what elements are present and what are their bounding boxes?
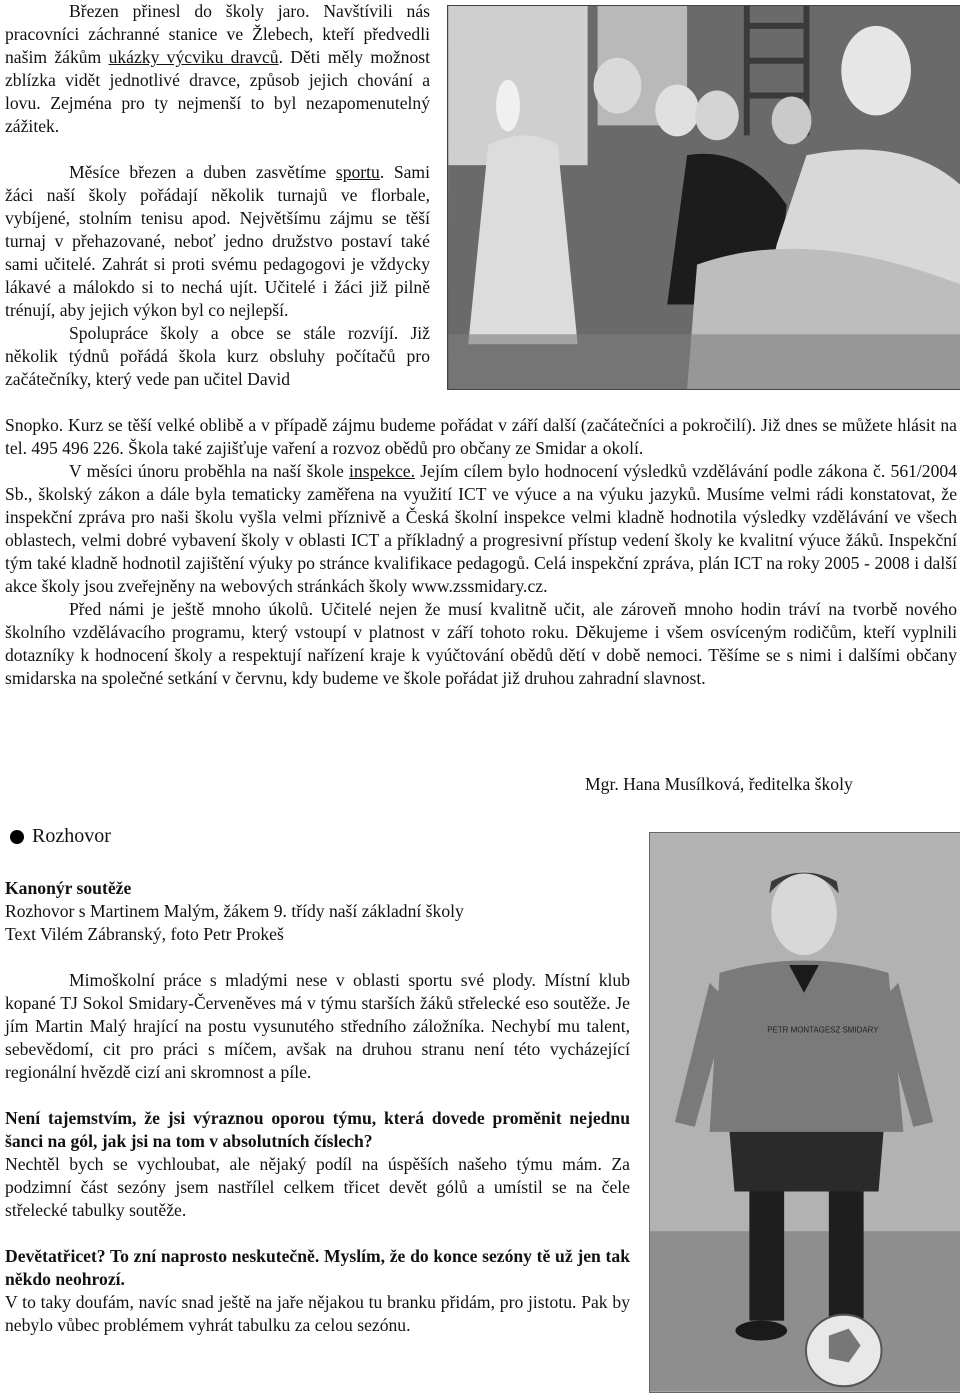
answer-1: Nechtěl bych se vychloubat, ale nějaký podíl na úspěších našeho týmu mám. Za podzimní část sezóny jsem nastřílel celkem třicet devět gólů a umístil se na čele střelecké tabulky soutěže. (5, 1154, 630, 1220)
inspection-text-start: V měsíci únoru proběhla na naší škole (69, 461, 350, 481)
football-player-photo (649, 832, 960, 1393)
raptors-text-end: . Děti měly možnost zblízka vidět jednotlivé dravce, způsob jejich chování a lovu. Zejména pro ty nejmenší to byl nezapomenutelný zážitek. (5, 47, 430, 136)
article-credits: Text Vilém Zábranský, foto Petr Prokeš (5, 924, 284, 944)
paragraph-tasks: Před námi je ještě mnoho úkolů. Učitelé nejen že musí kvalitně učit, ale zároveň mnoho hodin tráví na tvorbě nového školního vzdělávacího programu, který vstoupí v platnost v září tohoto roku. Děkujeme i všem osvíceným rodičům, kteří vyplnili dotazníky k hodnocení školy a respektují nařízení kraje k vyúčtování obědů dětí v době nemoci. Těšíme se s nimi i dalšími občany smidarska na společné setkání v červnu, kdy budeme ve škole pořádat již druhou zahradní slavnost. (5, 599, 957, 688)
raptors-link[interactable]: ukázky výcviku dravců (108, 47, 279, 67)
sport-link[interactable]: sportu (335, 162, 380, 182)
article-intro: Mimoškolní práce s mladými nese v oblasti sportu své plody. Místní klub kopané TJ Sokol Smidary-Červeněves má v týmu starších žáků střelecké eso soutěže. Je jím Martin Malý hrající na postu vysunutého středního záložníka. Nechybí mu talent, sebevědomí, cit pro práci s míčem, avšak na druhou stranu není této vycházející regionální hvězdě cizí ani skromnost a píle. (5, 970, 630, 1082)
section-title: Rozhovor (32, 825, 111, 847)
paragraph-raptors (5, 0, 430, 138)
raptors-text-start: Březen přinesl do školy jaro. Navštívili nás pracovníci záchranné stanice ve Žlebech, kteří předvedli našim žákům (5, 1, 430, 67)
jersey-sponsor-text: PETR MONTAGESZ SMIDARY (767, 1025, 879, 1035)
article-title: Kanonýr soutěže (5, 878, 132, 898)
pupils-with-bird-illustration (448, 6, 960, 389)
interview-column (5, 877, 630, 1337)
left-column-text (5, 0, 430, 391)
sport-text-start: Měsíce březen a duben zasvětíme (69, 162, 336, 182)
section-heading (10, 825, 111, 848)
paragraph-course-continued: Snopko. Kurz se těší velké oblibě a v případě zájmu budeme pořádat v září další (začátečníci a pokročilí). Již dnes se můžete hlásit na tel. 495 496 226. Škola také zajišťuje vaření a rozvoz obědů pro občany ze Smidar a okolí. (5, 415, 957, 458)
bullet-icon (10, 830, 24, 844)
answer-2: V to taky doufám, navíc snad ještě na jaře nějakou tu branku přidám, pro jistotu. Pak by nebylo vůbec problémem vyhrát tabulku za celou sezónu. (5, 1292, 630, 1335)
question-2: Devětatřicet? To zní naprosto neskutečně. Myslím, že do konce sezóny tě už jen tak někdo neohrozí. (5, 1246, 630, 1289)
paragraph-cooperation: Spolupráce školy a obce se stále rozvíjí. Již několik týdnů pořádá škola kurz obsluhy počítačů pro začátečníky, který vede pan učitel David (5, 323, 430, 389)
full-width-text (5, 414, 957, 690)
paragraph-sport (5, 161, 430, 322)
inspection-text-end: Jejím cílem bylo hodnocení výsledků vzdělávání podle zákona č. 561/2004 Sb., školský zákon a dále byla tematicky zaměřena na využití ICT ve výuce a na výuku jazyků. Musíme velmi rádi konstatovat, že inspekční zpráva pro naši školu vyšla velmi příznivě a Česká školní inspekce velmi kladně hodnotila výsledky vzdělávání ve všech oblastech, velmi dobré vybavení školy v oblasti ICT a příkladný a progresivní přístup vedení školy ke kvalitní výuce žáků. Inspekční tým také kladně hodnotil zajištění výuky po stránce kvalifikace pedagogů. Celá inspekční zpráva, plán ICT na roky 2005 - 2008 i další akce školy jsou zveřejněny na webových stránkách školy www.zssmidary.cz. (5, 461, 957, 596)
inspection-link[interactable]: inspekce. (349, 461, 415, 481)
pupils-with-bird-photo (447, 5, 960, 390)
sport-text-end: . Sami žáci naší školy pořádají několik turnajů ve florbale, vybíjené, stolním tenisu apod. Největšímu zájmu se těší turnaj v přehazované, neboť jedno družstvo postaví také sami učitelé. Zahrát si proti svému pedagogovi je vždycky lákavé a málokdo si to nechá ujít. Učitelé i žáci již pilně trénují, aby jejich výkon byl co nejlepší. (5, 162, 430, 320)
signature: Mgr. Hana Musílková, ředitelka školy (585, 774, 853, 794)
article-subtitle: Rozhovor s Martinem Malým, žákem 9. třídy naší základní školy (5, 901, 464, 921)
football-player-illustration (650, 833, 960, 1392)
paragraph-inspection (5, 460, 957, 598)
question-1: Není tajemstvím, že jsi výraznou oporou týmu, která dovede proměnit nejednu šanci na gól, jak jsi na tom v absolutních číslech? (5, 1108, 630, 1151)
